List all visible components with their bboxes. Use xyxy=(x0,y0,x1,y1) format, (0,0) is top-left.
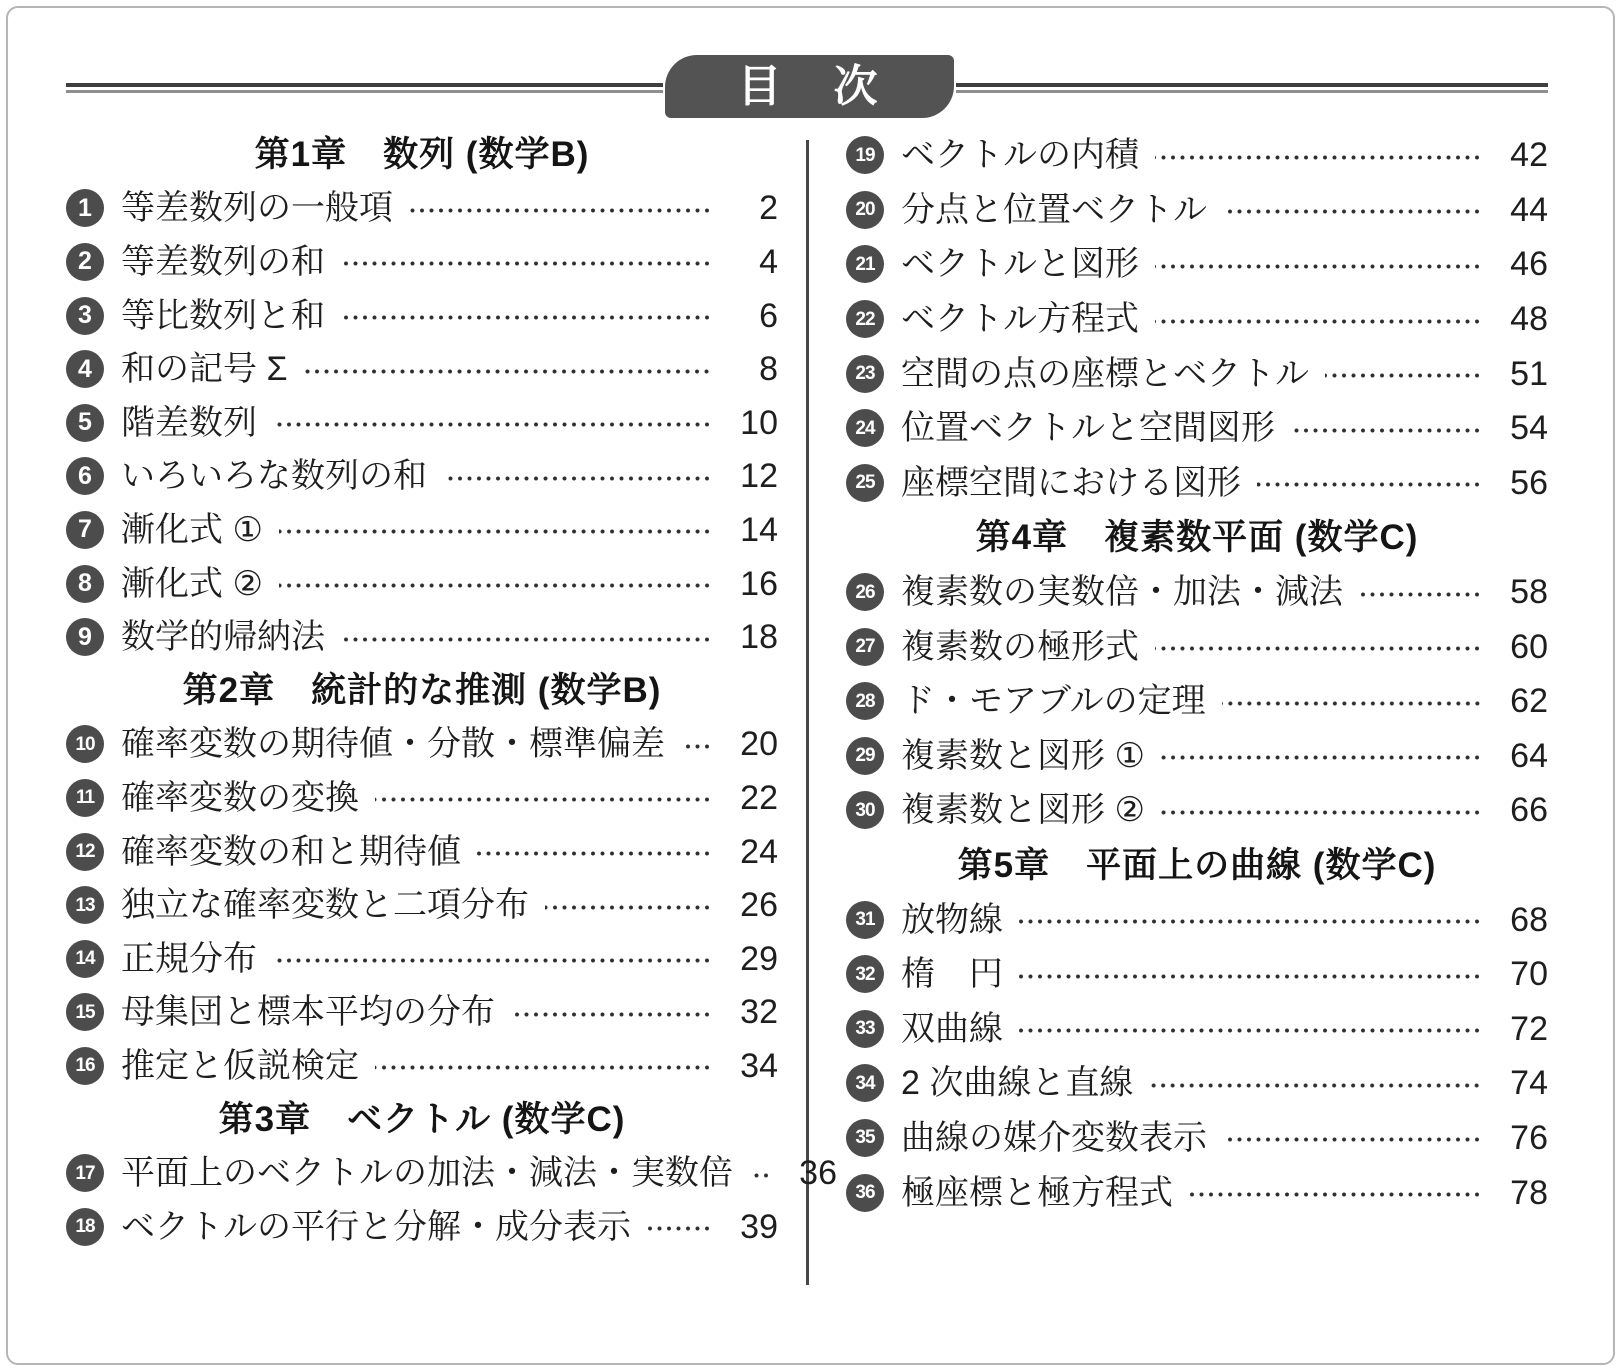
page-number: 58 xyxy=(1510,573,1548,612)
item-number-badge: 24 xyxy=(846,409,884,447)
item-number-badge: 20 xyxy=(846,191,884,229)
toc-entry xyxy=(846,947,1548,1002)
page-number: 51 xyxy=(1510,354,1548,393)
item-number-badge: 16 xyxy=(66,1047,104,1085)
toc-entry xyxy=(846,456,1548,511)
page-number: 10 xyxy=(740,403,778,442)
toc-entry xyxy=(66,289,778,343)
item-title: 複素数の極形式 xyxy=(901,627,1139,666)
toc-entry xyxy=(846,892,1548,947)
page-number: 26 xyxy=(740,886,778,925)
item-number-badge: 33 xyxy=(846,1010,884,1048)
item-number-badge: 1 xyxy=(66,189,104,227)
item-number-badge: 35 xyxy=(846,1119,884,1157)
dotted-leader xyxy=(1155,319,1484,324)
toc-entry xyxy=(846,1002,1548,1057)
item-number-badge: 34 xyxy=(846,1064,884,1102)
toc-entry xyxy=(846,183,1548,238)
dotted-leader xyxy=(681,744,714,749)
toc-entry xyxy=(66,771,778,825)
item-number-badge: 7 xyxy=(66,511,104,549)
item-title: ベクトルと図形 xyxy=(901,245,1139,284)
item-title: 等差数列の和 xyxy=(121,242,325,281)
toc-entry xyxy=(846,619,1548,674)
toc-entry xyxy=(66,932,778,986)
toc-entry xyxy=(846,674,1548,729)
toc-entry xyxy=(66,878,778,932)
dotted-leader xyxy=(341,261,714,266)
chapter-heading xyxy=(846,510,1548,565)
dotted-leader xyxy=(443,476,714,481)
chapter-heading xyxy=(66,664,778,718)
item-title: ベクトル方程式 xyxy=(901,300,1139,339)
item-number-badge: 9 xyxy=(66,618,104,656)
page-number: 12 xyxy=(740,457,778,496)
item-number-badge: 27 xyxy=(846,628,884,666)
page-number: 78 xyxy=(1510,1173,1548,1212)
item-number-badge: 36 xyxy=(846,1174,884,1212)
page-number: 76 xyxy=(1510,1118,1548,1157)
item-title: 確率変数の和と期待値 xyxy=(121,832,461,871)
toc-entry xyxy=(846,1165,1548,1220)
page-number: 46 xyxy=(1510,245,1548,284)
item-title: 複素数の実数倍・加法・減法 xyxy=(901,573,1343,612)
item-title: 数学的帰納法 xyxy=(121,618,325,657)
dotted-leader xyxy=(341,637,714,642)
chapter-heading-label: 第5章 平面上の曲線 (数学C) xyxy=(957,845,1437,885)
toc-column-right xyxy=(846,128,1548,1220)
toc-entry xyxy=(66,450,778,504)
dotted-leader xyxy=(545,905,714,910)
page-number: 64 xyxy=(1510,736,1548,775)
page-number: 16 xyxy=(740,564,778,603)
toc-entry xyxy=(66,342,778,396)
item-number-badge: 25 xyxy=(846,464,884,502)
page-number: 44 xyxy=(1510,190,1548,229)
dotted-leader xyxy=(1155,155,1484,160)
toc-entry xyxy=(846,128,1548,183)
toc-entry xyxy=(66,557,778,611)
page-number: 29 xyxy=(740,939,778,978)
toc-entry xyxy=(846,729,1548,784)
page-number: 4 xyxy=(759,242,778,281)
dotted-leader xyxy=(749,1173,773,1178)
item-title: 曲線の媒介変数表示 xyxy=(901,1118,1207,1157)
item-title: 位置ベクトルと空間図形 xyxy=(901,409,1275,448)
toc-header xyxy=(0,55,1623,118)
chapter-heading-label: 第1章 数列 (数学B) xyxy=(254,135,590,175)
item-title: 確率変数の変換 xyxy=(121,778,359,817)
page-number: 54 xyxy=(1510,409,1548,448)
dotted-leader xyxy=(1359,592,1484,597)
item-title: 等比数列と和 xyxy=(121,296,325,335)
item-number-badge: 12 xyxy=(66,833,104,871)
item-title: いろいろな数列の和 xyxy=(121,457,427,496)
dotted-leader xyxy=(477,851,714,856)
dotted-leader xyxy=(279,529,714,534)
dotted-leader xyxy=(375,797,714,802)
page-number: 70 xyxy=(1510,955,1548,994)
dotted-leader xyxy=(273,422,714,427)
dotted-leader xyxy=(375,1065,714,1070)
item-title: 分点と位置ベクトル xyxy=(901,190,1207,229)
item-title: ベクトルの平行と分解・成分表示 xyxy=(121,1207,631,1246)
item-number-badge: 26 xyxy=(846,573,884,611)
item-title: 座標空間における図形 xyxy=(901,463,1241,502)
dotted-leader xyxy=(1019,919,1484,924)
item-title: 独立な確率変数と二項分布 xyxy=(121,886,529,925)
header-rule-left xyxy=(66,83,663,93)
toc-entry xyxy=(846,401,1548,456)
toc-entry xyxy=(846,565,1548,620)
toc-entry xyxy=(66,825,778,879)
item-number-badge: 30 xyxy=(846,791,884,829)
toc-entry xyxy=(66,986,778,1040)
page-number: 22 xyxy=(740,778,778,817)
item-number-badge: 6 xyxy=(66,457,104,495)
page-number: 18 xyxy=(740,618,778,657)
item-title: 漸化式 ① xyxy=(121,510,263,549)
item-title: 双曲線 xyxy=(901,1009,1003,1048)
page-number: 36 xyxy=(799,1154,837,1193)
dotted-leader xyxy=(1161,810,1484,815)
toc-entry xyxy=(846,783,1548,838)
item-number-badge: 2 xyxy=(66,243,104,281)
item-number-badge: 22 xyxy=(846,300,884,338)
item-title: 複素数と図形 ① xyxy=(901,736,1145,775)
item-number-badge: 14 xyxy=(66,940,104,978)
dotted-leader xyxy=(1161,755,1484,760)
toc-entry xyxy=(66,235,778,289)
dotted-leader xyxy=(1223,209,1484,214)
toc-entry xyxy=(66,1039,778,1093)
toc-entry xyxy=(66,396,778,450)
header-rule-right xyxy=(956,83,1548,93)
chapter-heading-label: 第2章 統計的な推測 (数学B) xyxy=(182,671,662,711)
dotted-leader xyxy=(647,1226,714,1231)
dotted-leader xyxy=(511,1012,714,1017)
item-number-badge: 32 xyxy=(846,955,884,993)
dotted-leader xyxy=(341,315,714,320)
dotted-leader xyxy=(1155,646,1484,651)
dotted-leader xyxy=(273,958,714,963)
item-number-badge: 4 xyxy=(66,350,104,388)
page-number: 60 xyxy=(1510,627,1548,666)
page-number: 24 xyxy=(740,832,778,871)
page-number: 39 xyxy=(740,1207,778,1246)
item-number-badge: 15 xyxy=(66,993,104,1031)
item-title: 極座標と極方程式 xyxy=(901,1173,1173,1212)
item-title: 階差数列 xyxy=(121,403,257,442)
toc-entry xyxy=(66,610,778,664)
chapter-heading-label: 第3章 ベクトル (数学C) xyxy=(218,1099,626,1139)
page-number: 48 xyxy=(1510,300,1548,339)
item-title: 複素数と図形 ② xyxy=(901,791,1145,830)
dotted-leader xyxy=(1223,1137,1484,1142)
item-number-badge: 17 xyxy=(66,1154,104,1192)
toc-entry xyxy=(846,237,1548,292)
item-number-badge: 10 xyxy=(66,725,104,763)
page-number: 56 xyxy=(1510,463,1548,502)
item-title: 推定と仮説検定 xyxy=(121,1046,359,1085)
item-title: ド・モアブルの定理 xyxy=(901,682,1206,721)
toc-entry xyxy=(66,182,778,236)
dotted-leader xyxy=(1019,1028,1484,1033)
item-title: 和の記号 Σ xyxy=(121,350,288,389)
toc-entry xyxy=(846,1056,1548,1111)
dotted-leader xyxy=(1189,1192,1484,1197)
chapter-heading xyxy=(66,128,778,182)
dotted-leader xyxy=(1325,373,1484,378)
page-number: 74 xyxy=(1510,1064,1548,1103)
item-title: 母集団と標本平均の分布 xyxy=(121,993,495,1032)
chapter-heading xyxy=(66,1093,778,1147)
chapter-heading xyxy=(846,838,1548,893)
item-title: 楕 円 xyxy=(901,955,1003,994)
page-number: 20 xyxy=(740,725,778,764)
toc-entry xyxy=(66,1146,837,1200)
chapter-heading-label: 第4章 複素数平面 (数学C) xyxy=(975,517,1419,557)
dotted-leader xyxy=(279,583,714,588)
toc-entry xyxy=(846,346,1548,401)
page-number: 72 xyxy=(1510,1009,1548,1048)
item-title: 空間の点の座標とベクトル xyxy=(901,354,1309,393)
item-number-badge: 18 xyxy=(66,1208,104,1246)
item-title: 2 次曲線と直線 xyxy=(901,1064,1134,1103)
page-number: 32 xyxy=(740,993,778,1032)
item-title: 漸化式 ② xyxy=(121,564,263,603)
item-title: ベクトルの内積 xyxy=(901,136,1139,175)
item-number-badge: 29 xyxy=(846,737,884,775)
item-number-badge: 13 xyxy=(66,886,104,924)
page-number: 42 xyxy=(1510,136,1548,175)
dotted-leader xyxy=(303,369,714,374)
item-title: 平面上のベクトルの加法・減法・実数倍 xyxy=(121,1154,733,1193)
page-number: 14 xyxy=(740,510,778,549)
dotted-leader xyxy=(1019,974,1484,979)
item-number-badge: 8 xyxy=(66,565,104,603)
column-divider xyxy=(806,140,809,1285)
page-number: 66 xyxy=(1510,791,1548,830)
item-title: 等差数列の一般項 xyxy=(121,189,393,228)
item-number-badge: 11 xyxy=(66,779,104,817)
item-title: 確率変数の期待値・分散・標準偏差 xyxy=(121,725,665,764)
dotted-leader xyxy=(1222,701,1484,706)
dotted-leader xyxy=(1257,482,1484,487)
page-number: 6 xyxy=(759,296,778,335)
item-number-badge: 5 xyxy=(66,404,104,442)
page-number: 68 xyxy=(1510,900,1548,939)
toc-entry xyxy=(846,292,1548,347)
item-number-badge: 3 xyxy=(66,297,104,335)
toc-entry xyxy=(66,503,778,557)
dotted-leader xyxy=(1155,264,1484,269)
toc-title: 目 次 xyxy=(737,61,882,111)
item-number-badge: 28 xyxy=(846,682,884,720)
dotted-leader xyxy=(409,208,714,213)
toc-title-badge xyxy=(665,55,954,118)
item-number-badge: 31 xyxy=(846,901,884,939)
item-number-badge: 23 xyxy=(846,355,884,393)
toc-entry xyxy=(846,1111,1548,1166)
item-title: 放物線 xyxy=(901,900,1003,939)
item-number-badge: 19 xyxy=(846,136,884,174)
page-number: 34 xyxy=(740,1046,778,1085)
page-number: 62 xyxy=(1510,682,1548,721)
page-number: 8 xyxy=(759,350,778,389)
dotted-leader xyxy=(1291,428,1484,433)
item-number-badge: 21 xyxy=(846,245,884,283)
dotted-leader xyxy=(1149,1083,1484,1088)
toc-column-left xyxy=(66,128,837,1253)
toc-entry xyxy=(66,1200,778,1254)
page-number: 2 xyxy=(759,189,778,228)
item-title: 正規分布 xyxy=(121,939,257,978)
toc-entry xyxy=(66,718,778,772)
